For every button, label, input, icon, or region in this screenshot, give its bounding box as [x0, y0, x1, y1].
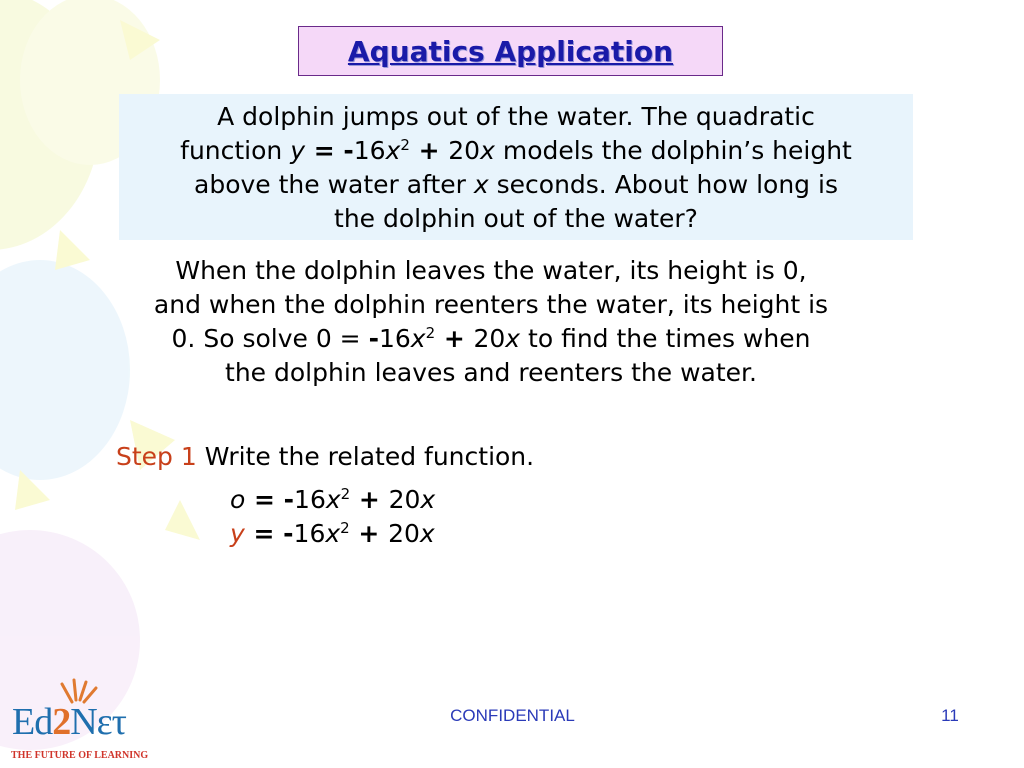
explanation-line-1: When the dolphin leaves the water, its height is 0, [175, 256, 807, 285]
step-label: Step 1 [116, 442, 197, 471]
footer-confidential: CONFIDENTIAL [450, 706, 575, 725]
problem-line-3: above the water after x seconds. About how long is [194, 170, 838, 199]
slide-title: Aquatics Application [347, 35, 674, 68]
step-text: Write the related function. [196, 442, 535, 471]
logo-wordmark: Ed2Nετ [12, 701, 126, 743]
problem-box [119, 94, 913, 240]
logo-tagline: THE FUTURE OF LEARNING [11, 750, 149, 761]
problem-line-4: the dolphin out of the water? [334, 204, 698, 233]
equation-1: $o = -16x^2 + 20x$ [230, 485, 436, 514]
page-number: 11 [941, 706, 959, 725]
explanation-text [96, 254, 886, 390]
problem-line-2: function $y = -16x^2 + 20x$ models the dolphin’s height [180, 136, 852, 165]
problem-line-1: A dolphin jumps out of the water. The quadratic [217, 102, 815, 131]
step-1 [116, 440, 534, 474]
explanation-line-3: 0. So solve $0 = -16x^2 + 20x$ to find the times when [171, 324, 811, 353]
equation-2: $y = -16x^2 + 20x$ [230, 519, 435, 548]
explanation-line-4: the dolphin leaves and reenters the water. [225, 358, 757, 387]
explanation-line-2: and when the dolphin reenters the water, its height is [153, 290, 829, 319]
title-box [298, 26, 723, 76]
